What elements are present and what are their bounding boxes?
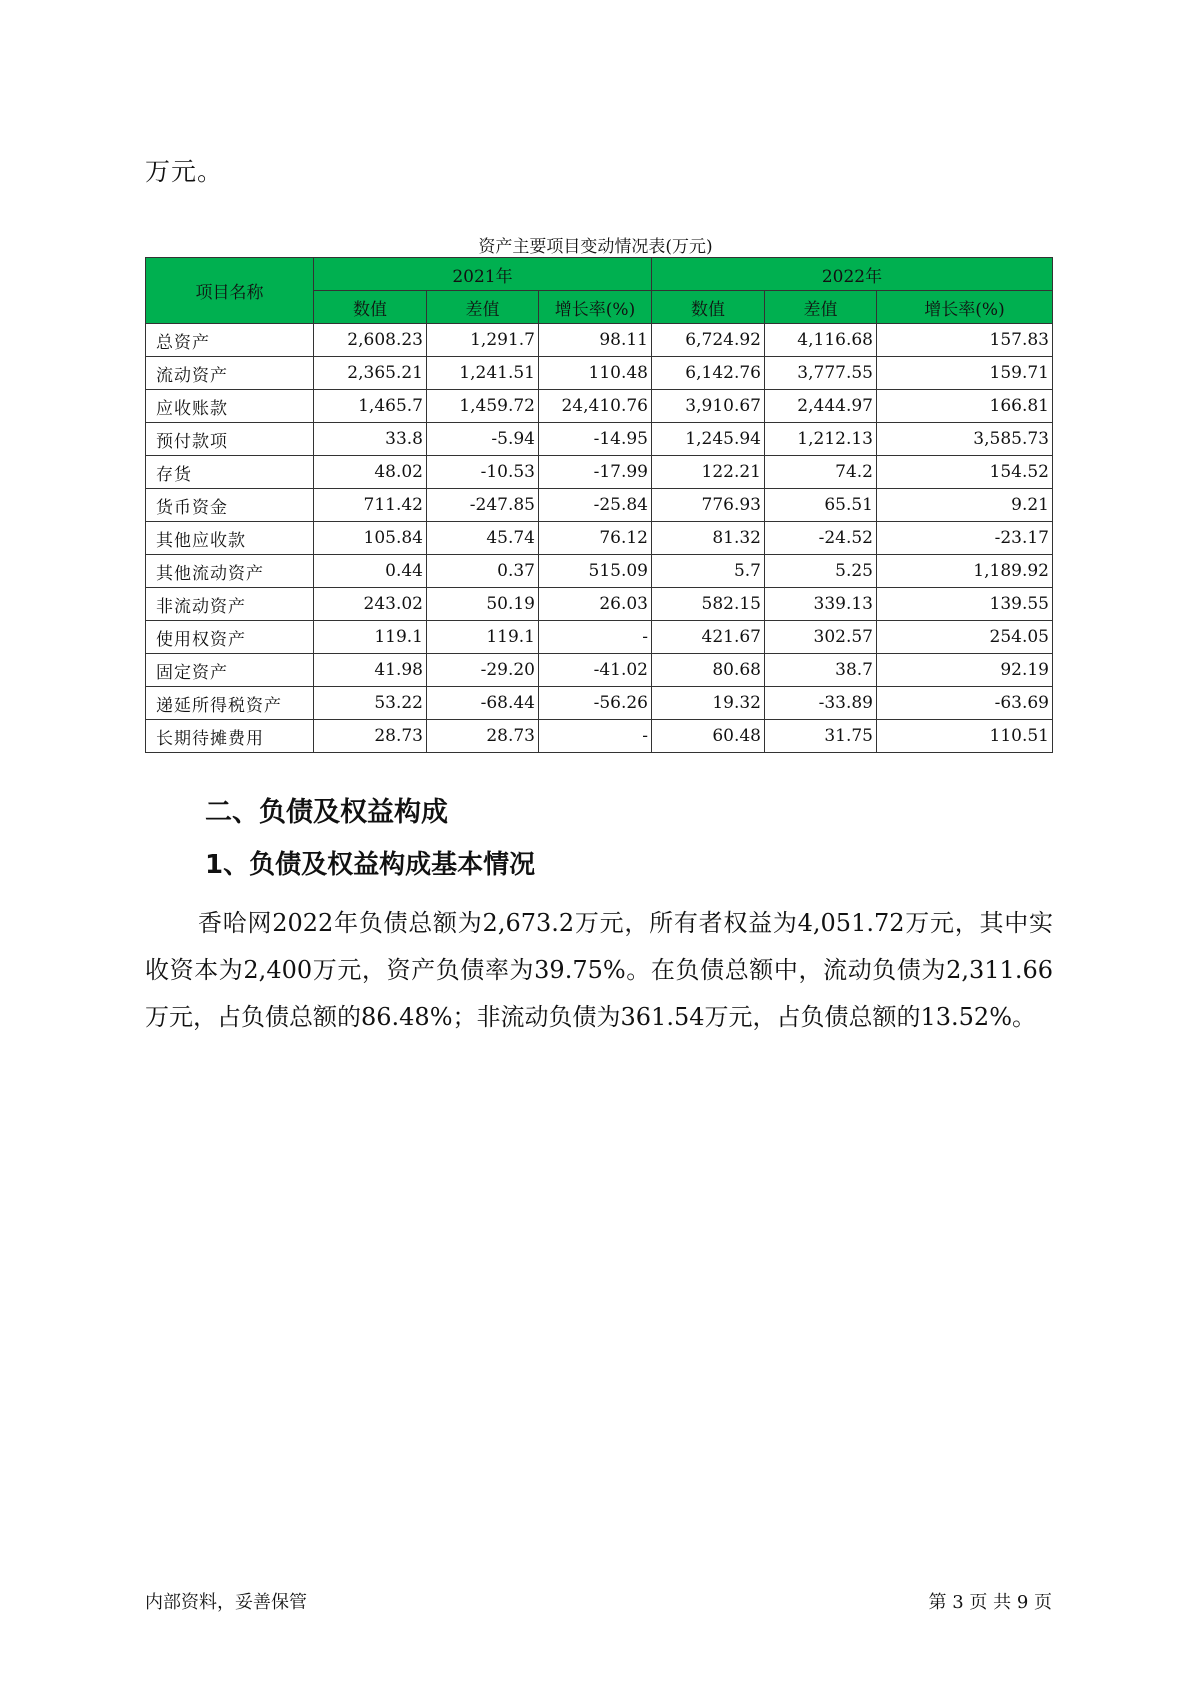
table-cell: 711.42 [314,489,427,522]
table-row [146,522,1053,555]
table-row [146,423,1053,456]
table-cell: 41.98 [314,654,427,687]
table-cell: -17.99 [539,456,652,489]
table-cell: 105.84 [314,522,427,555]
row-label: 存货 [146,456,314,489]
table-cell: 80.68 [652,654,765,687]
table-cell: 24,410.76 [539,390,652,423]
header-value-2021: 数值 [314,291,427,324]
table-cell: 302.57 [765,621,877,654]
table-cell: 110.48 [539,357,652,390]
table-cell: 3,585.73 [877,423,1053,456]
table-cell: 76.12 [539,522,652,555]
table-cell: 1,459.72 [427,390,539,423]
table-cell: 53.22 [314,687,427,720]
table-cell: 31.75 [765,720,877,753]
section-heading: 二、负债及权益构成 [205,797,448,828]
table-cell: 139.55 [877,588,1053,621]
table-row [146,324,1053,357]
table-cell: 26.03 [539,588,652,621]
header-diff-2021: 差值 [427,291,539,324]
table-cell: 1,245.94 [652,423,765,456]
table-cell: 5.7 [652,555,765,588]
table-cell: -33.89 [765,687,877,720]
table-row [146,555,1053,588]
table-cell: 81.32 [652,522,765,555]
footer-confidential-note: 内部资料，妥善保管 [145,1592,307,1613]
table-cell: -41.02 [539,654,652,687]
table-cell: 6,724.92 [652,324,765,357]
header-year-2022: 2022年 [652,258,1053,291]
table-cell: 98.11 [539,324,652,357]
table-cell: 1,241.51 [427,357,539,390]
table-row [146,357,1053,390]
table-caption: 资产主要项目变动情况表(万元) [478,237,713,257]
table-row [146,687,1053,720]
table-cell: 1,291.7 [427,324,539,357]
table-cell: 339.13 [765,588,877,621]
row-label: 其他流动资产 [146,555,314,588]
row-label: 货币资金 [146,489,314,522]
table-cell: -247.85 [427,489,539,522]
table-cell: -25.84 [539,489,652,522]
table-cell: 776.93 [652,489,765,522]
row-label: 递延所得税资产 [146,687,314,720]
table-cell: 65.51 [765,489,877,522]
table-cell: 1,465.7 [314,390,427,423]
lead-text: 万元。 [145,157,224,186]
row-label: 非流动资产 [146,588,314,621]
header-year-2021: 2021年 [314,258,652,291]
header-item-name: 项目名称 [146,258,314,324]
subsection-heading: 1、负债及权益构成基本情况 [205,850,536,880]
table-cell: 157.83 [877,324,1053,357]
row-label: 总资产 [146,324,314,357]
header-value-2022: 数值 [652,291,765,324]
table-cell: -10.53 [427,456,539,489]
table-cell: 4,116.68 [765,324,877,357]
table-cell: 5.25 [765,555,877,588]
table-cell: -24.52 [765,522,877,555]
table-cell: - [539,720,652,753]
table-cell: 166.81 [877,390,1053,423]
table-cell: 1,212.13 [765,423,877,456]
table-cell: -14.95 [539,423,652,456]
table-cell: 19.32 [652,687,765,720]
table-cell: -56.26 [539,687,652,720]
table-cell: 2,608.23 [314,324,427,357]
table-cell: -5.94 [427,423,539,456]
table-cell: -68.44 [427,687,539,720]
table-row [146,720,1053,753]
table-cell: 243.02 [314,588,427,621]
row-label: 长期待摊费用 [146,720,314,753]
table-cell: 0.37 [427,555,539,588]
table-cell: 74.2 [765,456,877,489]
table-cell: 1,189.92 [877,555,1053,588]
table-row [146,390,1053,423]
table-cell: 38.7 [765,654,877,687]
table-row [146,621,1053,654]
table-cell: -23.17 [877,522,1053,555]
table-cell: 50.19 [427,588,539,621]
table-body [146,324,1053,753]
table-cell: 3,777.55 [765,357,877,390]
row-label: 固定资产 [146,654,314,687]
table-cell: 60.48 [652,720,765,753]
table-row [146,489,1053,522]
table-cell: -29.20 [427,654,539,687]
table-cell: 0.44 [314,555,427,588]
table-cell: 2,444.97 [765,390,877,423]
table-cell: 28.73 [314,720,427,753]
table-cell: 154.52 [877,456,1053,489]
row-label: 其他应收款 [146,522,314,555]
table-row [146,588,1053,621]
table-cell: 421.67 [652,621,765,654]
table-cell: 2,365.21 [314,357,427,390]
header-growth-2022: 增长率(%) [877,291,1053,324]
table-cell: 48.02 [314,456,427,489]
table-cell: 254.05 [877,621,1053,654]
table-cell: 9.21 [877,489,1053,522]
row-label: 预付款项 [146,423,314,456]
table-row [146,654,1053,687]
table-cell: 119.1 [314,621,427,654]
table-cell: 33.8 [314,423,427,456]
table-header [146,258,1053,324]
table-cell: 515.09 [539,555,652,588]
table-cell: 28.73 [427,720,539,753]
body-paragraph: 香哈网2022年负债总额为2,673.2万元，所有者权益为4,051.72万元，其中实收资本为2,400万元，资产负债率为39.75%。在负债总额中，流动负债为2,311.66万元，占负债总额的86.48%；非流动负债为361.54万元，占负债总额的13.52%。 [145,909,1053,1031]
table-cell: 92.19 [877,654,1053,687]
table-cell: 3,910.67 [652,390,765,423]
table-cell: 6,142.76 [652,357,765,390]
table-cell: 582.15 [652,588,765,621]
assets-table [145,257,1053,753]
table-cell: 110.51 [877,720,1053,753]
table-cell: - [539,621,652,654]
row-label: 使用权资产 [146,621,314,654]
table-row [146,456,1053,489]
table-cell: 122.21 [652,456,765,489]
footer-page-number: 第 3 页 共 9 页 [928,1592,1052,1613]
row-label: 应收账款 [146,390,314,423]
table-cell: 159.71 [877,357,1053,390]
header-growth-2021: 增长率(%) [539,291,652,324]
header-diff-2022: 差值 [765,291,877,324]
row-label: 流动资产 [146,357,314,390]
table-cell: -63.69 [877,687,1053,720]
table-cell: 119.1 [427,621,539,654]
table-cell: 45.74 [427,522,539,555]
